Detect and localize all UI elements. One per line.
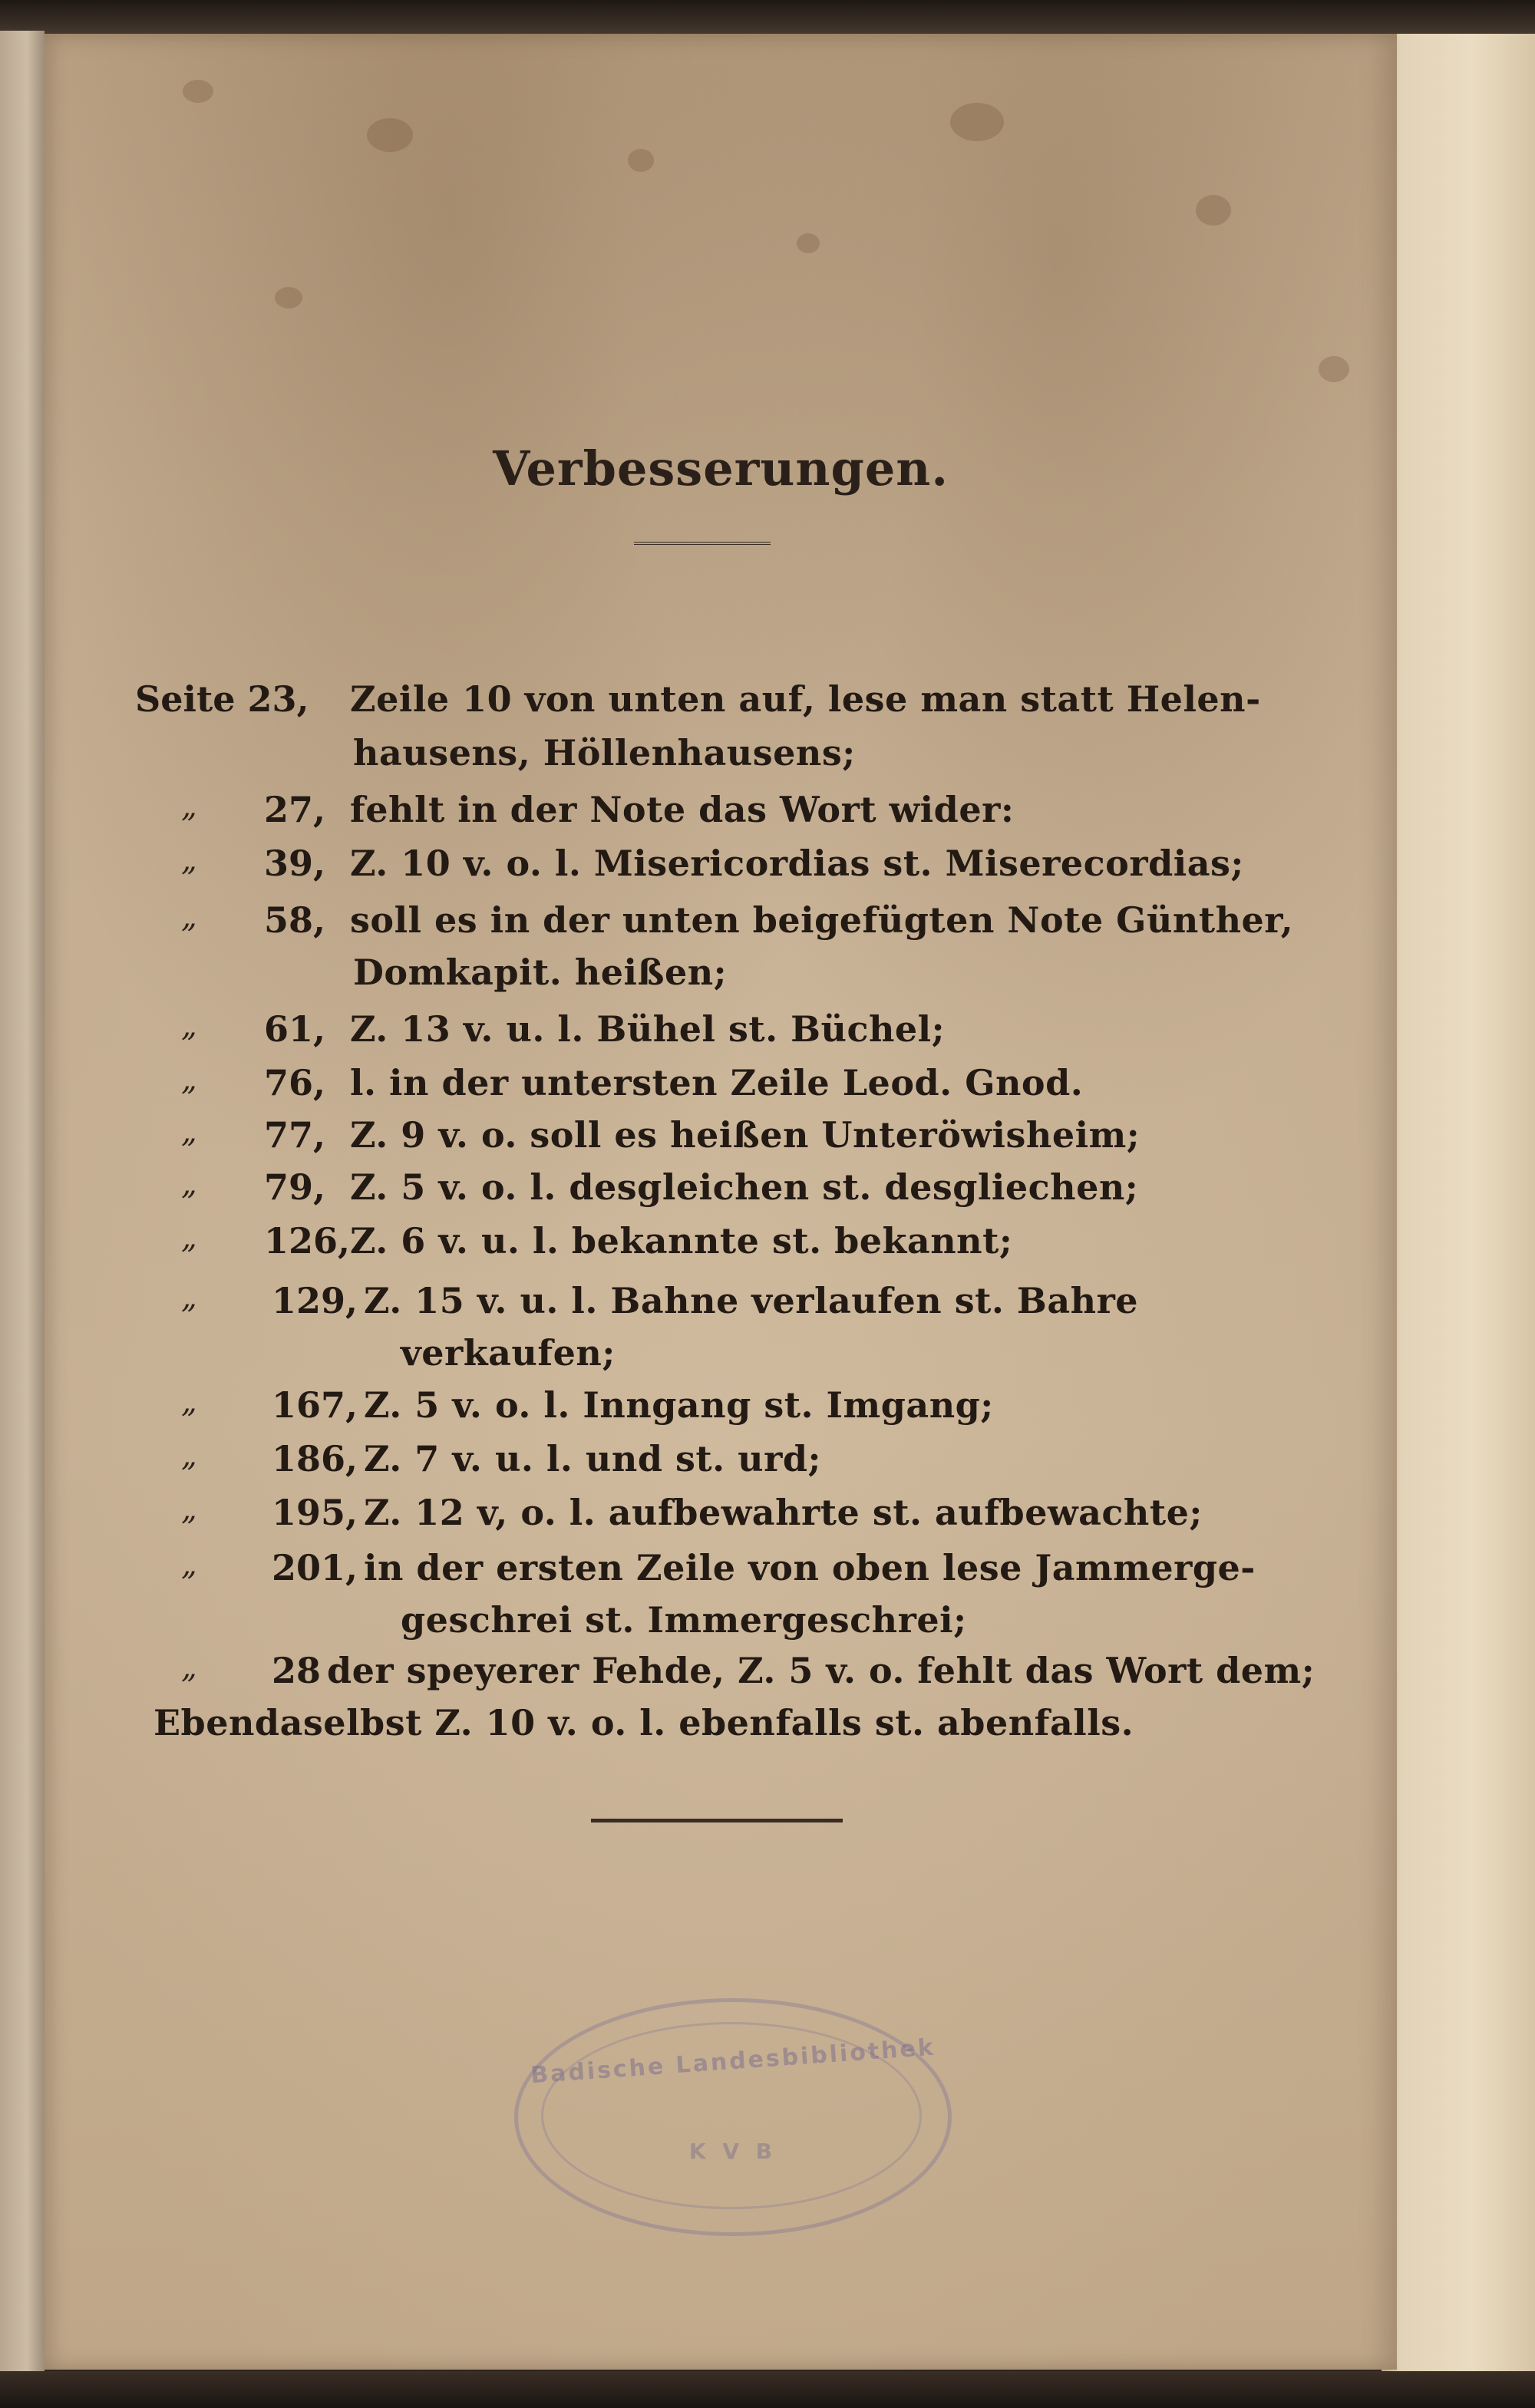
entry-page: 77, (264, 1114, 326, 1156)
ditto-mark: „ (181, 1438, 197, 1473)
page-title: Verbesserungen. (493, 440, 949, 496)
entry-text: Z. 15 v. u. l. Bahne verlaufen st. Bahre (364, 1280, 1139, 1321)
entry-page: Seite 23, (135, 678, 309, 720)
entry-page: 79, (264, 1166, 326, 1208)
entry-page: 27, (264, 789, 326, 830)
entry-text: Z. 5 v. o. l. Inngang st. Imgang; (364, 1384, 994, 1426)
library-stamp (514, 1998, 952, 2236)
entry-text: Z. 7 v. u. l. und st. urd; (364, 1438, 821, 1479)
entry-text: Z. 10 v. o. l. Misericordias st. Miserecordias; (350, 843, 1244, 884)
document-page (45, 34, 1397, 2370)
entry-text-continued: geschrei st. Immergeschrei; (401, 1599, 967, 1641)
final-entry: Ebendaselbst Z. 10 v. o. l. ebenfalls st. abenfalls. (154, 1702, 1134, 1743)
entry-text: Z. 13 v. u. l. Bühel st. Büchel; (350, 1008, 946, 1050)
ditto-mark: „ (181, 1166, 197, 1202)
entry-text: fehlt in der Note das Wort wider: (350, 789, 1015, 830)
binding-bottom-edge (0, 2371, 1535, 2408)
entry-text: Zeile 10 von unten auf, lese man statt Helen- (350, 678, 1261, 720)
entry-page: 126, (264, 1220, 351, 1262)
entry-page: 39, (264, 843, 326, 884)
entry-text-continued: Domkapit. heißen; (353, 952, 728, 993)
entry-text: Z. 6 v. u. l. bekannte st. bekannt; (350, 1220, 1013, 1262)
previous-page-edge (0, 31, 45, 2379)
ditto-mark: „ (181, 1220, 197, 1255)
ditto-mark: „ (181, 789, 197, 824)
entry-page: 129, (272, 1280, 358, 1321)
entry-page: 28 (272, 1650, 322, 1691)
ditto-mark: „ (181, 843, 197, 878)
entry-text-continued: hausens, Höllenhausens; (353, 732, 856, 774)
ditto-mark: „ (181, 1114, 197, 1150)
ditto-mark: „ (181, 1547, 197, 1582)
stamp-top-text: Badische Landesbibliothek (530, 2034, 936, 2090)
entry-page: 167, (272, 1384, 358, 1426)
entry-text: der speyerer Fehde, Z. 5 v. o. fehlt das Wort dem; (327, 1650, 1315, 1691)
ditto-mark: „ (181, 1008, 197, 1044)
ditto-mark: „ (181, 899, 197, 935)
binding-top-edge (0, 0, 1535, 37)
entry-text: soll es in der unten beigefügten Note Günther, (350, 899, 1294, 941)
ditto-mark: „ (181, 1062, 197, 1097)
ditto-mark: „ (181, 1650, 197, 1685)
entry-page: 61, (264, 1008, 326, 1050)
entry-text: Z. 9 v. o. soll es heißen Unteröwisheim; (350, 1114, 1141, 1156)
entry-text-continued: verkaufen; (401, 1332, 616, 1374)
entry-text: Z. 5 v. o. l. desgleichen st. desgliechen; (350, 1166, 1139, 1208)
entry-page: 76, (264, 1062, 326, 1103)
closing-rule (591, 1819, 843, 1822)
ditto-mark: „ (181, 1280, 197, 1315)
entry-text: in der ersten Zeile von oben lese Jammerge- (364, 1547, 1256, 1588)
entry-text: l. in der untersten Zeile Leod. Gnod. (350, 1062, 1084, 1103)
facing-page-edge (1382, 34, 1535, 2382)
entry-text: Z. 12 v, o. l. aufbewahrte st. aufbewachte; (364, 1492, 1203, 1533)
ditto-mark: „ (181, 1492, 197, 1527)
entry-page: 201, (272, 1547, 358, 1588)
entry-page: 186, (272, 1438, 358, 1479)
ditto-mark: „ (181, 1384, 197, 1420)
entry-page: 195, (272, 1492, 358, 1533)
entry-page: 58, (264, 899, 326, 941)
stamp-bottom-text: K V B (688, 2139, 777, 2164)
